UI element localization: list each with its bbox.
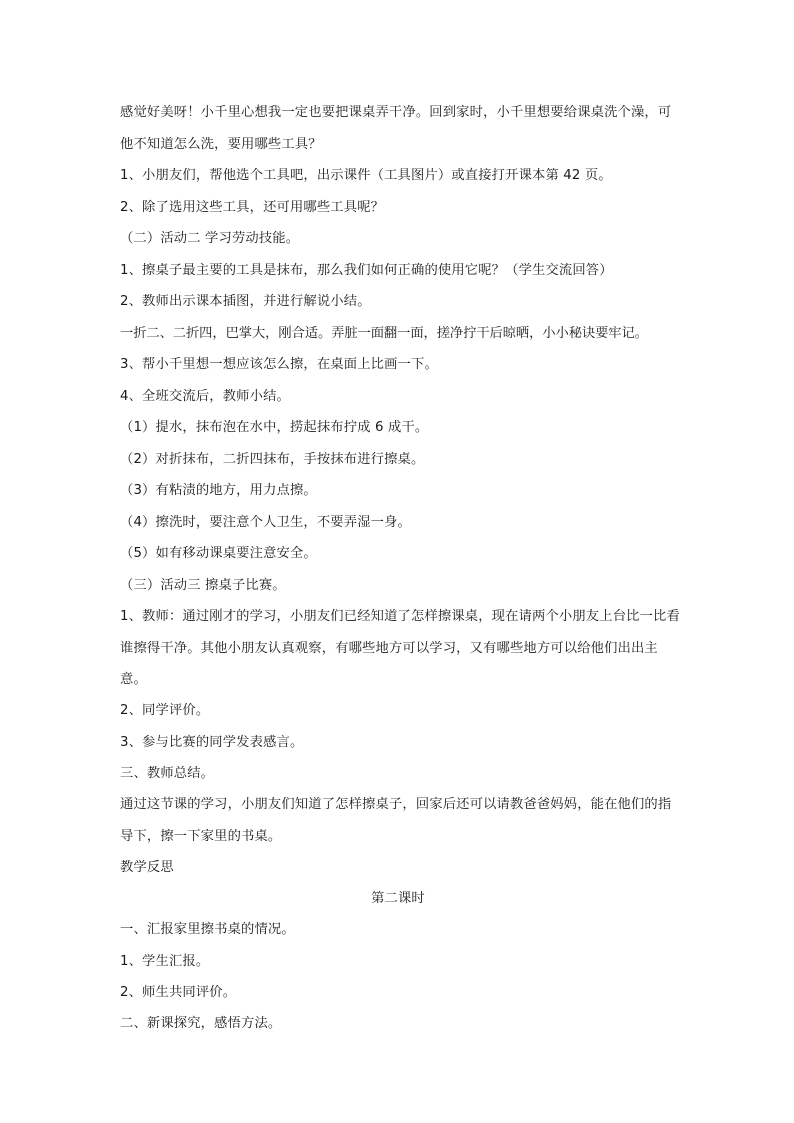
paragraph-step-1: 1、小朋友们，帮他选个工具吧，出示课件（工具图片）或直接打开课本第 42 页。: [120, 168, 612, 183]
section-heading-report: 一、汇报家里擦书桌的情况。: [120, 922, 295, 937]
section-heading-teacher-summary: 三、教师总结。: [120, 766, 215, 781]
paragraph-summary-4: （4）擦洗时，要注意个人卫生，不要弄湿一身。: [120, 515, 411, 530]
paragraph-summary-5: （5）如有移动课桌要注意安全。: [120, 546, 317, 561]
section-heading-activity-2: （二）活动二 学习劳动技能。: [120, 231, 300, 246]
section-heading-activity-3: （三）活动三 擦桌子比赛。: [120, 578, 286, 593]
paragraph-activity-2-step-4: 4、全班交流后，教师小结。: [120, 389, 290, 404]
paragraph-report-step-1: 1、学生汇报。: [120, 954, 210, 969]
paragraph-report-step-2: 2、师生共同评价。: [120, 985, 237, 1000]
paragraph-activity-3-step-2: 2、同学评价。: [120, 703, 210, 718]
paragraph-step-2: 2、除了选用这些工具，还可用哪些工具呢？: [120, 200, 385, 215]
section-heading-new-lesson: 二、新课探究，感悟方法。: [120, 1016, 282, 1031]
paragraph-rhyme: 一折二、二折四，巴掌大，刚合适。弄脏一面翻一面，搓净拧干后晾晒，小小秘诀要牢记。: [120, 326, 648, 341]
paragraph-activity-3-step-1: 1、教师：通过刚才的学习，小朋友们已经知道了怎样擦课桌，现在请两个小朋友上台比一比看谁擦得干净。其他小朋友认真观察，有哪些地方可以学习，又有哪些地方可以给他们出出主意。: [120, 609, 680, 687]
lesson-heading-second: 第二课时: [371, 891, 425, 906]
paragraph-activity-3-step-3: 3、参与比赛的同学发表感言。: [120, 735, 304, 750]
paragraph-activity-2-step-3: 3、帮小千里想一想应该怎么擦，在桌面上比画一下。: [120, 357, 438, 372]
paragraph-summary-3: （3）有粘渍的地方，用力点擦。: [120, 483, 317, 498]
paragraph-teaching-reflection: 教学反思: [120, 860, 174, 875]
paragraph-teacher-summary: 通过这节课的学习，小朋友们知道了怎样擦桌子，回家后还可以请教爸爸妈妈，能在他们的指导下，擦一下家里的书桌。: [120, 797, 672, 844]
paragraph-intro: 感觉好美呀！小千里心想我一定也要把课桌弄干净。回到家时，小千里想要给课桌洗个澡，可他不知道怎么洗，要用哪些工具？: [120, 105, 672, 152]
paragraph-activity-2-step-2: 2、教师出示课本插图，并进行解说小结。: [120, 294, 371, 309]
paragraph-summary-1: （1）提水，抹布泡在水中，捞起抹布拧成 6 成干。: [120, 420, 429, 435]
paragraph-activity-2-step-1: 1、擦桌子最主要的工具是抹布，那么我们如何正确的使用它呢？（学生交流回答）: [120, 263, 613, 278]
paragraph-summary-2: （2）对折抹布，二折四抹布，手按抹布进行擦桌。: [120, 452, 425, 467]
